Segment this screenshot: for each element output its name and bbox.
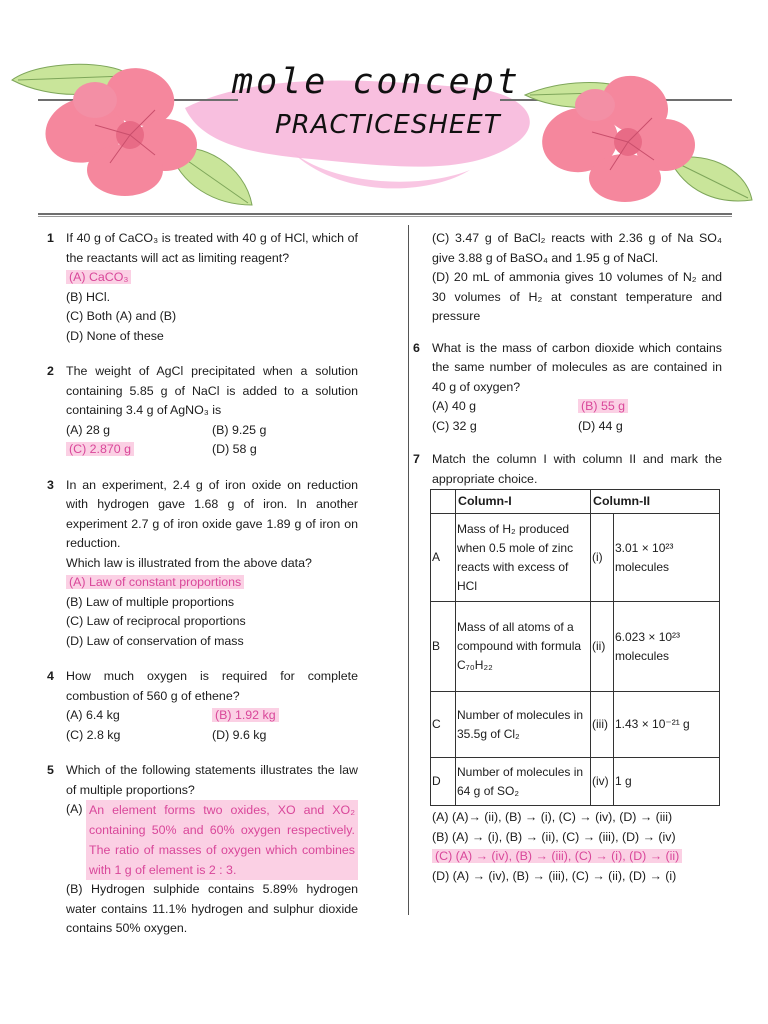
column-1-cell: Mass of all atoms of a compound with formula C₇₀H₂₂ [456, 602, 591, 692]
answer-option: (D) None of these [66, 328, 164, 343]
question-number: 7 [413, 452, 420, 466]
row-roman: (iii) [591, 692, 614, 758]
answer-option: (C) 3.47 g of BaCl₂ reacts with 2.36 g of Na SO₄ give 3.88 g of BaSO₄ and 1.95 g of NaCl. [432, 231, 722, 265]
answer-option-highlighted: (B) 55 g [578, 399, 628, 413]
answer-option: (C) 2.8 kg [66, 727, 121, 742]
question-6 [413, 339, 722, 437]
right-column [413, 229, 722, 899]
question-text: What is the mass of carbon dioxide which contains the same number of molecules as are contained in 40 g of oxygen? [432, 340, 722, 394]
table-row [431, 602, 720, 692]
answer-option: (D) 44 g [578, 418, 623, 433]
question-3 [47, 476, 358, 652]
column-1-cell: Number of molecules in 35.5g of Cl₂ [456, 692, 591, 758]
column-1-cell: Mass of H₂ produced when 0.5 mole of zinc reacts with excess of HCl [456, 514, 591, 602]
answer-option: (A) 40 g [432, 399, 477, 413]
option-label: (A) [66, 802, 83, 816]
answer-option: (B) HCl. [66, 289, 111, 304]
row-roman: (ii) [591, 602, 614, 692]
column-2-cell: 1.43 × 10⁻²¹ g [614, 692, 720, 758]
column-2-cell: 1 g [614, 758, 720, 806]
answer-option: (C) 32 g [432, 418, 477, 433]
answer-option-highlighted: (B) 1.92 kg [212, 708, 279, 722]
column-1-cell: Number of molecules in 64 g of SO₂ [456, 758, 591, 806]
match-table [430, 489, 720, 806]
table-header-row [431, 490, 720, 514]
answer-option: (D) (A) → (iv), (B) → (iii), (C) → (ii), (D) → (i) [432, 868, 677, 883]
question-text: Match the column I with column II and mark the appropriate choice. [432, 452, 722, 486]
answer-option: (B) Hydrogen sulphide contains 5.89% hydrogen water contains 11.1% hydrogen and sulphur dioxide contains 50% oxygen. [66, 882, 358, 935]
question-number: 4 [47, 669, 54, 683]
question-subtext: Which law is illustrated from the above data? [66, 555, 312, 570]
table-row [431, 692, 720, 758]
question-1 [47, 229, 358, 346]
answer-option: (A) (A)→ (ii), (B) → (i), (C) → (iv), (D) → (iii) [432, 810, 673, 824]
question-7 [413, 450, 722, 886]
column-2-cell: 3.01 × 10²³ molecules [614, 514, 720, 602]
answer-option: (D) 58 g [212, 442, 257, 456]
column-divider [408, 225, 409, 915]
left-column [47, 229, 358, 952]
table-header: Column-I [456, 490, 591, 514]
row-roman: (i) [591, 514, 614, 602]
page-title: mole concept [232, 62, 521, 102]
question-4 [47, 667, 358, 745]
answer-option: (A) 6.4 kg [66, 708, 120, 722]
answer-option-highlighted: (A) Law of constant proportions [66, 575, 244, 589]
answer-option-highlighted: (A) CaCO₃ [66, 270, 131, 284]
answer-option: (B) (A) → (i), (B) → (ii), (C) → (iii), (D) → (iv) [432, 829, 676, 844]
page-subtitle: PRACTICESHEET [275, 110, 501, 140]
answer-option: (A) 28 g [66, 422, 111, 437]
answer-option: (D) 20 mL of ammonia gives 10 volumes of N₂ and 30 volumes of H₂ at constant temperature and pressure [432, 270, 722, 323]
question-text: Which of the following statements illustrates the law of multiple proportions? [66, 763, 358, 797]
answer-option: (D) 9.6 kg [212, 727, 267, 742]
row-letter: A [431, 514, 456, 602]
question-2 [47, 362, 358, 460]
question-text: If 40 g of CaCO₃ is treated with 40 g of HCl, which of the reactants will act as limiting reagent? [66, 231, 358, 265]
table-header: Column-II [591, 490, 720, 514]
answer-option: (D) Law of conservation of mass [66, 633, 244, 648]
answer-option: (B) Law of multiple proportions [66, 594, 235, 609]
table-row [431, 514, 720, 602]
answer-option-continued [432, 229, 722, 327]
answer-option: (C) Law of reciprocal proportions [66, 614, 246, 628]
question-text: How much oxygen is required for complete combustion of 560 g of ethene? [66, 669, 358, 703]
answer-option: (B) 9.25 g [212, 422, 267, 437]
question-number: 2 [47, 364, 54, 378]
row-roman: (iv) [591, 758, 614, 806]
row-letter: B [431, 602, 456, 692]
question-text: In an experiment, 2.4 g of iron oxide on reduction with hydrogen gave 1.68 g of iron. In another experiment 2.7 g of iron oxide gave 1.89 g of iron on reduction. [66, 477, 358, 550]
column-2-cell: 6.023 × 10²³ molecules [614, 602, 720, 692]
question-number: 6 [413, 340, 420, 355]
question-number: 3 [47, 477, 54, 492]
row-letter: D [431, 758, 456, 806]
answer-option-highlighted: (C) 2.870 g [66, 442, 134, 456]
question-number: 1 [47, 231, 54, 245]
answer-option-highlighted: (C) (A) → (iv), (B) → (iii), (C) → (i), (D) → (ii) [432, 849, 682, 863]
answer-option-highlighted: An element forms two oxides, XO and XO₂ containing 50% and 60% oxygen respectively. The ratio of masses of oxygen which combines with 1 g of element is 2 : 3. [86, 800, 358, 880]
table-row [431, 758, 720, 806]
question-5 [47, 761, 358, 939]
question-number: 5 [47, 763, 54, 777]
answer-option: (C) Both (A) and (B) [66, 309, 177, 323]
row-letter: C [431, 692, 456, 758]
question-text: The weight of AgCl precipitated when a solution containing 5.85 g of NaCl is added to a solution containing 3.4 g of AgNO₃ is [66, 364, 358, 417]
